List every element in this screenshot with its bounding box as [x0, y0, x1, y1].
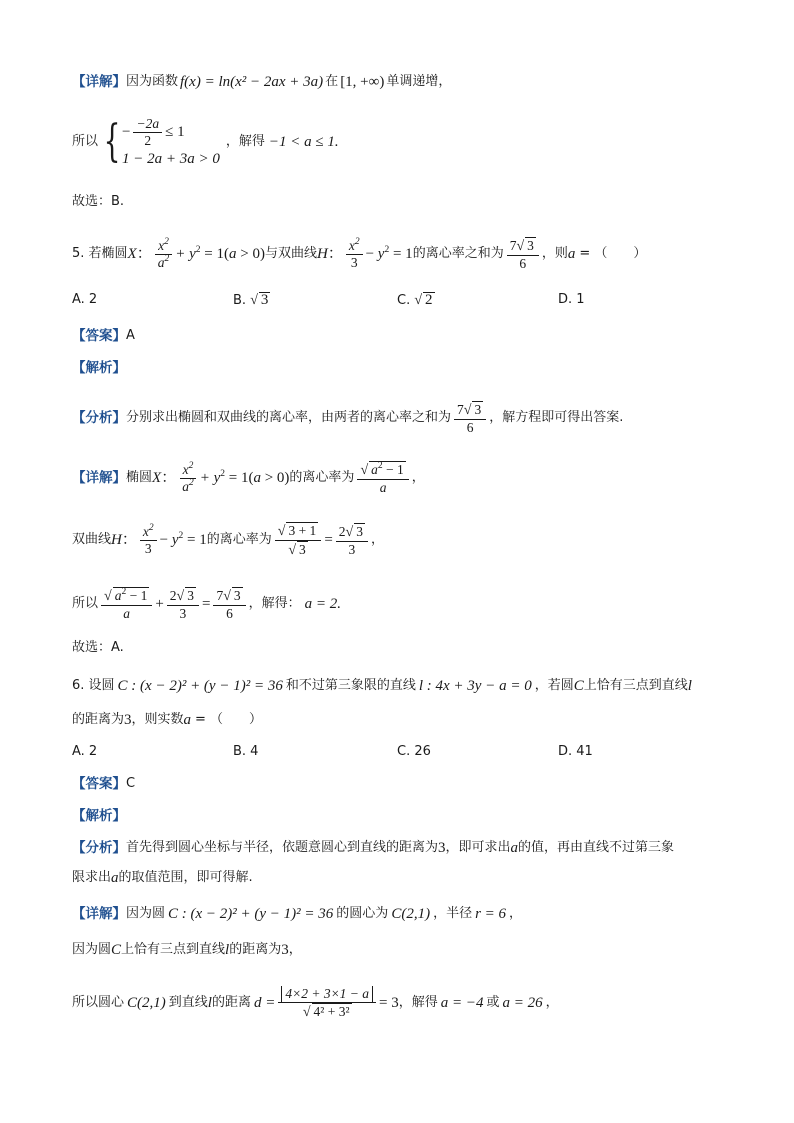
q5-option-a[interactable]: A. 2 [72, 292, 98, 307]
q5-analysis-tag: 【解析】 [72, 360, 126, 376]
q5-answer: 【答案】 A [72, 328, 135, 344]
line-equation: l : 4x + 3y − a = 0 [418, 678, 532, 694]
interval: [1, +∞) [340, 74, 385, 90]
question-6-line-2: 的距离为 3 ，则实数 a = （ ） [72, 712, 263, 728]
circle-equation: C : (x − 2)² + (y − 1)² = 36 [117, 678, 283, 694]
q5-detail-ellipse: 【详解】 椭圆 X ： $\frac{x^2}{a^2}$ + $y^2 = 1(a > 0)$ 的离心率为 $\frac{√ a^2 - 1}{a}$ ， [72, 460, 425, 495]
q5-detail-sum: 所以 $\frac{√ a^2 - 1}{a}$ + $\frac{2√ 3}{3}$ = $\frac{7√ 3}{6}$ ，解得： a = 2. [72, 586, 342, 621]
q6-answer: 【答案】 C [72, 776, 136, 792]
left-brace: { [103, 116, 121, 167]
system-line: 所以 { − $\frac{-2a}{2}$ ≤ 1 1 − 2a + 3a > 0 ，解得 −1 < a ≤ 1. [72, 115, 339, 167]
q5-option-b[interactable]: B. √ 3 [233, 292, 269, 308]
solution-range: −1 < a ≤ 1. [268, 134, 339, 150]
q6-option-a[interactable]: A. 2 [72, 744, 98, 759]
q6-option-b[interactable]: B. 4 [233, 744, 259, 759]
q6-detail-1: 【详解】 因为圆 C : (x − 2)² + (y − 1)² = 36 的圆心为 C(2,1) ，半径 r = 6 ， [72, 906, 523, 922]
question-5: 5. 若椭圆 X ： $\frac{x^2}{a^2}$ + $y^2 = 1(a > 0)$ 与双曲线 H ： $\frac{x^2}{3}$ − $y^2 = 1$ 的离心率之和为 $\frac{7√ 3}{6}$ ，则 a = （ ） [72, 236, 647, 271]
inequality-system: − $\frac{-2a}{2}$ ≤ 1 1 − 2a + 3a > 0 [122, 115, 220, 167]
q6-analysis-tag: 【解析】 [72, 808, 126, 824]
q5-option-d[interactable]: D. 1 [558, 292, 585, 307]
q6-analysis-1: 【分析】 首先得到圆心坐标与半径，依题意圆心到直线的距离为 3 ，即可求出 a 的值，再由直线不过第三象 [72, 840, 675, 856]
detail-tag: 【详解】 [72, 74, 126, 90]
q6-option-d[interactable]: D. 41 [558, 744, 593, 759]
q5-analysis: 【分析】 分别求出椭圆和双曲线的离心率，由两者的离心率之和为 $\frac{7√ 3}{6}$ ，解方程即可得出答案. [72, 401, 624, 435]
choose-a: 故选：A. [72, 640, 124, 655]
detail-line-1: 【详解】 因为函数 f(x) = ln(x² − 2ax + 3a) 在 [1, +∞) 单调递增， [72, 74, 452, 90]
q5-detail-hyperbola: 双曲线 H ： $\frac{x^2}{3}$ − $y^2 = 1$ 的离心率为 $\frac{√ 3 + 1}{√ 3}$ = $\frac{2√ 3}{3}$ ， [72, 522, 384, 558]
q6-analysis-2: 限求出 a 的取值范围，即可得解. [72, 870, 253, 886]
q6-detail-3: 所以圆心 C(2,1) 到直线 l 的距离 d = $\frac{4\times 2 + 3\times 1 - a}{\text{√ 4² + 3²}}$ = 3 ，解得 a = −4 或 a = 26 ， [72, 985, 559, 1020]
q6-option-c[interactable]: C. 26 [397, 744, 431, 759]
function-expression: f(x) = ln(x² − 2ax + 3a) [180, 74, 324, 90]
choose-b: 故选：B. [72, 194, 125, 209]
q6-detail-2: 因为圆 C 上恰有三点到直线 l 的距离为 3 ， [72, 942, 302, 958]
question-6-line-1: 6. 设圆 C : (x − 2)² + (y − 1)² = 36 和不过第三象限的直线 l : 4x + 3y − a = 0 ，若圆 C 上恰有三点到直线 l [72, 678, 692, 694]
q5-option-c[interactable]: C. √ 2 [397, 292, 433, 308]
